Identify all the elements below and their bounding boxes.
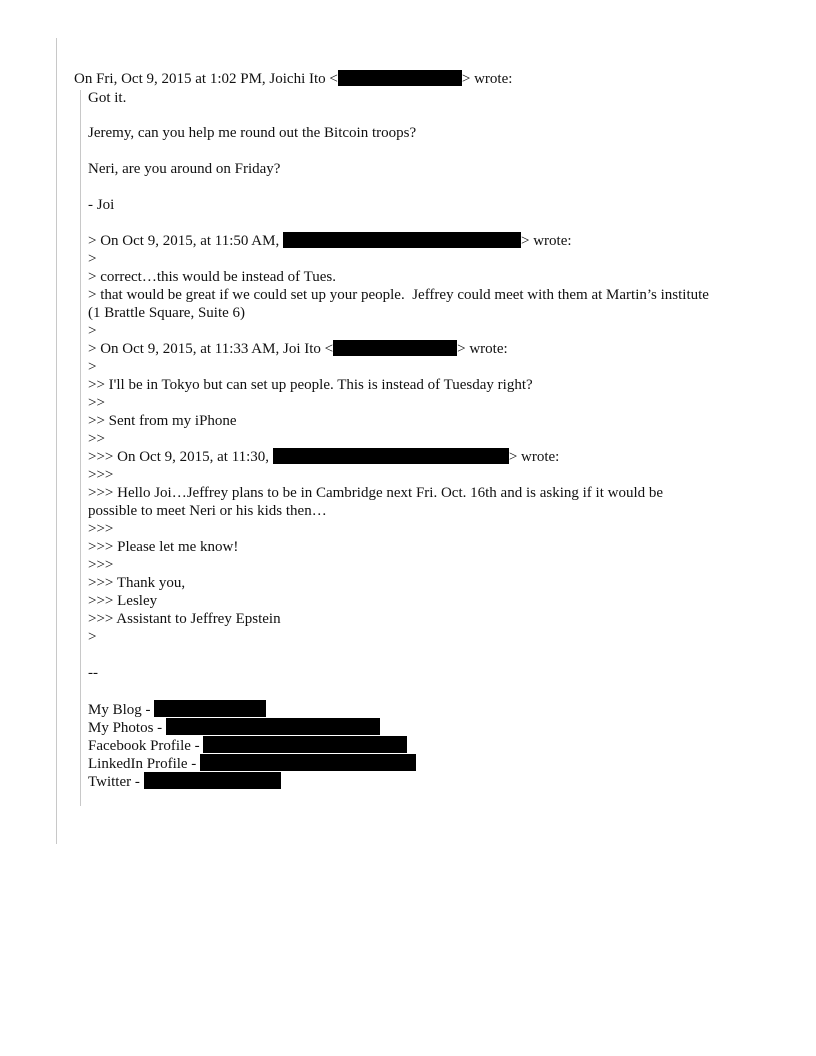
redacted-link <box>144 772 281 789</box>
redacted-email <box>338 70 462 86</box>
signature-blog <box>88 700 266 719</box>
quote-1-header-suffix: > wrote: <box>520 233 572 249</box>
quote-2-header <box>88 340 508 358</box>
signature-photos-label: My Photos - <box>88 720 166 736</box>
signature-facebook <box>88 736 407 755</box>
quote-3-line-1: >>> Hello Joi…Jeffrey plans to be in Cambridge next Fri. Oct. 16th and is asking if it would be <box>88 485 664 501</box>
signature-facebook-label: Facebook Profile - <box>88 738 204 754</box>
redacted-email <box>333 340 457 356</box>
quote-2-line-1: >> I'll be in Tokyo but can set up people. This is instead of Tuesday right? <box>88 377 533 393</box>
signature-linkedin <box>88 754 416 773</box>
inner-quote-bar <box>80 90 81 806</box>
quote-marker: >>> <box>88 557 114 573</box>
quote-3-line-6: >>> Assistant to Jeffrey Epstein <box>88 611 281 627</box>
header-suffix: > wrote: <box>461 71 513 87</box>
signature-linkedin-label: LinkedIn Profile - <box>88 756 201 772</box>
email-header <box>74 70 512 88</box>
quote-3-line-3: >>> Please let me know! <box>88 539 239 555</box>
reply-line-2: Jeremy, can you help me round out the Bitcoin troops? <box>88 125 417 141</box>
signature-photos <box>88 718 380 737</box>
quote-1-line-3: (1 Brattle Square, Suite 6) <box>88 305 246 321</box>
reply-line-3: Neri, are you around on Friday? <box>88 161 281 177</box>
quote-3-header-suffix: > wrote: <box>508 449 560 465</box>
quote-2-header-suffix: > wrote: <box>457 341 508 357</box>
quote-marker: >>> <box>88 467 114 483</box>
header-prefix: On Fri, Oct 9, 2015 at 1:02 PM, Joichi Ito < <box>74 71 338 87</box>
quote-marker: >> <box>88 395 105 411</box>
quote-3-line-4: >>> Thank you, <box>88 575 186 591</box>
quote-marker: >>> <box>88 521 114 537</box>
redacted-link <box>154 700 266 717</box>
quote-2-header-prefix: > On Oct 9, 2015, at 11:33 AM, Joi Ito < <box>88 341 334 357</box>
quote-marker: > <box>88 323 97 339</box>
quote-marker: > <box>88 359 97 375</box>
redacted-link <box>200 754 416 771</box>
signature-separator: -- <box>88 665 98 681</box>
reply-signoff: - Joi <box>88 197 115 213</box>
redacted-email <box>283 232 521 248</box>
quote-1-header <box>88 232 572 250</box>
redacted-link <box>166 718 380 735</box>
signature-twitter-label: Twitter - <box>88 774 144 790</box>
quote-marker: >> <box>88 431 105 447</box>
redacted-email <box>273 448 509 464</box>
redacted-link <box>203 736 407 753</box>
quote-1-line-2: > that would be great if we could set up your people. Jeffrey could meet with them at Martin’s institute <box>88 287 709 303</box>
signature-twitter <box>88 772 281 791</box>
quote-marker: > <box>88 251 97 267</box>
reply-line-1: Got it. <box>88 90 127 106</box>
quote-3-line-5: >>> Lesley <box>88 593 158 609</box>
quote-3-line-2: possible to meet Neri or his kids then… <box>88 503 327 519</box>
quote-marker: > <box>88 629 97 645</box>
quote-1-header-prefix: > On Oct 9, 2015, at 11:50 AM, <box>88 233 283 249</box>
signature-blog-label: My Blog - <box>88 702 155 718</box>
quote-3-header <box>88 448 559 466</box>
quote-3-header-prefix: >>> On Oct 9, 2015, at 11:30, <box>88 449 273 465</box>
outer-quote-bar <box>56 38 57 844</box>
quote-2-line-2: >> Sent from my iPhone <box>88 413 237 429</box>
quote-1-line-1: > correct…this would be instead of Tues. <box>88 269 337 285</box>
